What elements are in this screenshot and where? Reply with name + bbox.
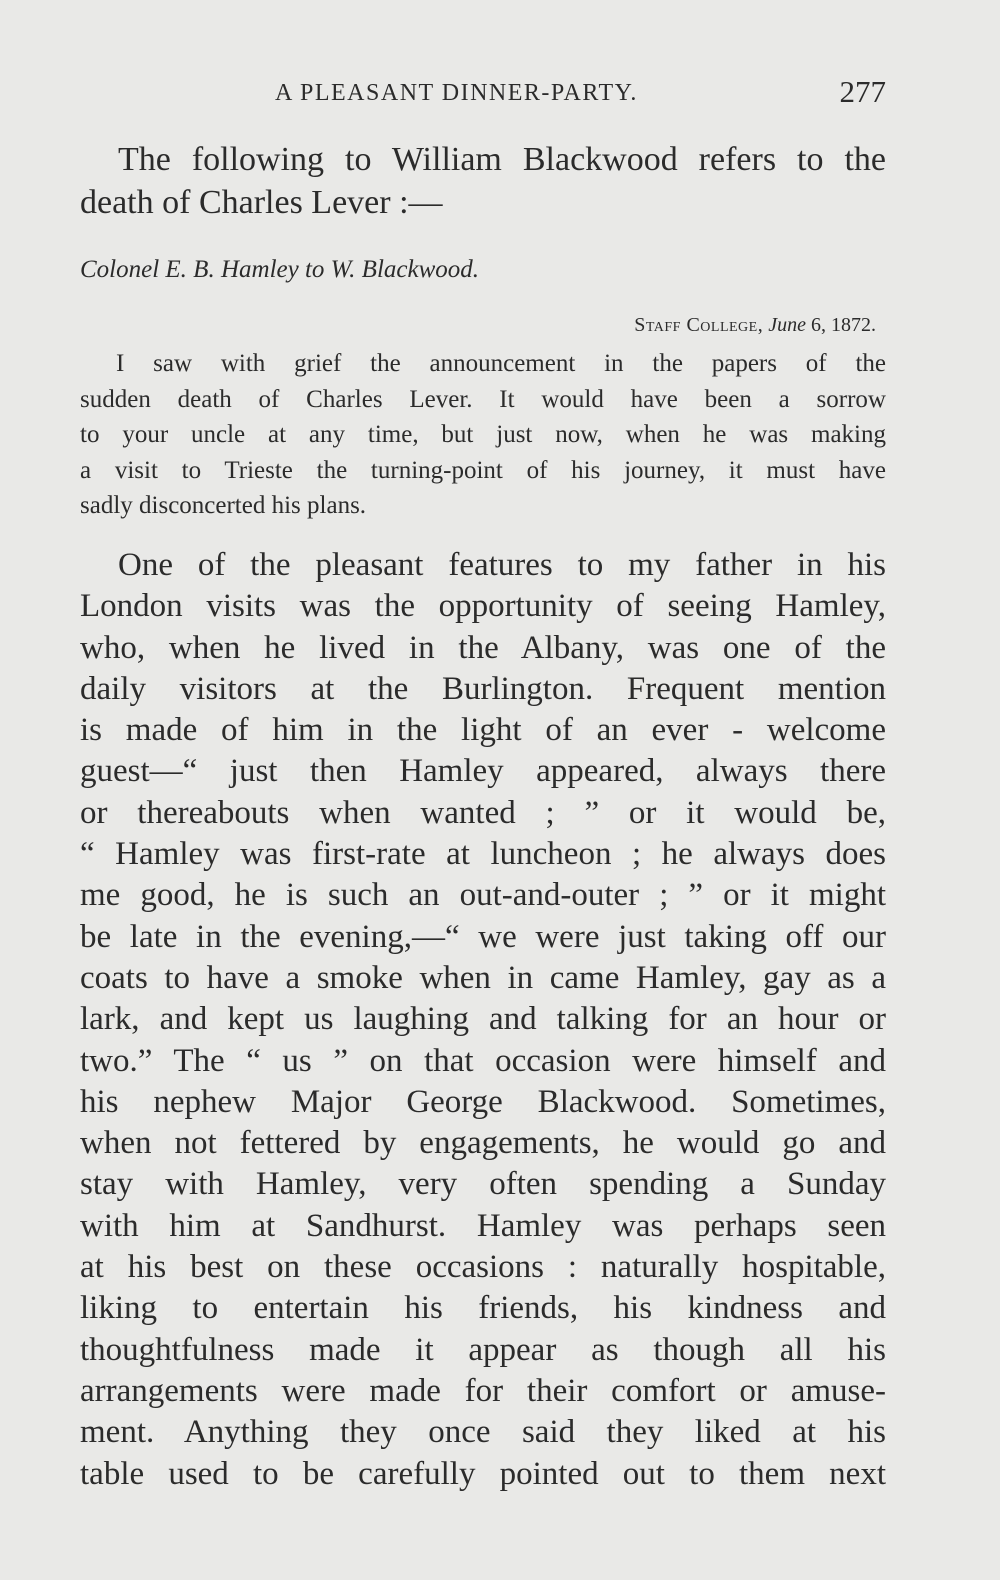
text-line: who, when he lived in the Albany, was one of the <box>80 629 886 666</box>
text-line: thoughtfulness made it appear as though all his <box>80 1331 886 1368</box>
text-line: “ Hamley was first-rate at luncheon ; he always does <box>80 836 886 873</box>
text-line: death of Charles Lever :— <box>80 184 443 221</box>
text-line: a visit to Trieste the turning-point of his journey, it must have <box>80 456 886 484</box>
text-line: when not fettered by engagements, he would go and <box>80 1125 886 1162</box>
text-line: I saw with grief the announcement in the papers of the <box>116 350 886 377</box>
text-line: at his best on these occasions : naturally hospitable, <box>80 1249 886 1286</box>
letter-date-month: June <box>768 314 806 336</box>
text-line: to your uncle at any time, but just now, when he was making <box>80 421 886 448</box>
text-line: sudden death of Charles Lever. It would have been a sorrow <box>80 385 886 413</box>
running-title: A PLEASANT DINNER-PARTY. <box>275 80 638 106</box>
page-header <box>80 74 886 114</box>
text-line: lark, and kept us laughing and talking for an hour or <box>80 1001 886 1038</box>
text-line: be late in the evening,—“ we were just taking off our <box>80 918 886 955</box>
text-line: his nephew Major George Blackwood. Sometimes, <box>80 1083 886 1120</box>
text-line: sadly disconcerted his plans. <box>80 492 367 519</box>
text-line: two.” The “ us ” on that occasion were himself and <box>80 1042 886 1079</box>
text-line: is made of him in the light of an ever - welcome <box>80 712 886 749</box>
letter-body <box>80 346 886 524</box>
letter-heading: Colonel E. B. Hamley to W. Blackwood. <box>80 256 480 283</box>
text-line: daily visitors at the Burlington. Frequent mention <box>80 670 886 707</box>
text-line: London visits was the opportunity of seeing Hamley, <box>80 588 886 625</box>
text-line: stay with Hamley, very often spending a Sunday <box>80 1166 886 1203</box>
letter-date-rest: 6, 1872. <box>811 314 876 336</box>
text-line: The following to William Blackwood refers to the <box>118 141 886 178</box>
text-line: liking to entertain his friends, his kindness and <box>80 1290 886 1327</box>
text-line: guest—“ just then Hamley appeared, always there <box>80 753 886 790</box>
letter-place: Staff College, <box>634 314 764 336</box>
intro-paragraph <box>80 138 886 224</box>
text-line: with him at Sandhurst. Hamley was perhaps seen <box>80 1207 886 1244</box>
text-line: or thereabouts when wanted ; ” or it would be, <box>80 794 886 831</box>
letter-dateline <box>634 314 876 337</box>
text-line: me good, he is such an out-and-outer ; ” or it might <box>80 877 886 914</box>
text-line: ment. Anything they once said they liked at his <box>80 1414 886 1451</box>
text-line: coats to have a smoke when in came Hamley, gay as a <box>80 959 886 996</box>
page-number: 277 <box>839 74 886 109</box>
text-line: table used to be carefully pointed out to them next <box>80 1455 886 1492</box>
text-line: arrangements were made for their comfort or amuse- <box>80 1372 886 1409</box>
text-line: One of the pleasant features to my father in his <box>118 547 886 583</box>
main-paragraph <box>80 545 886 1495</box>
